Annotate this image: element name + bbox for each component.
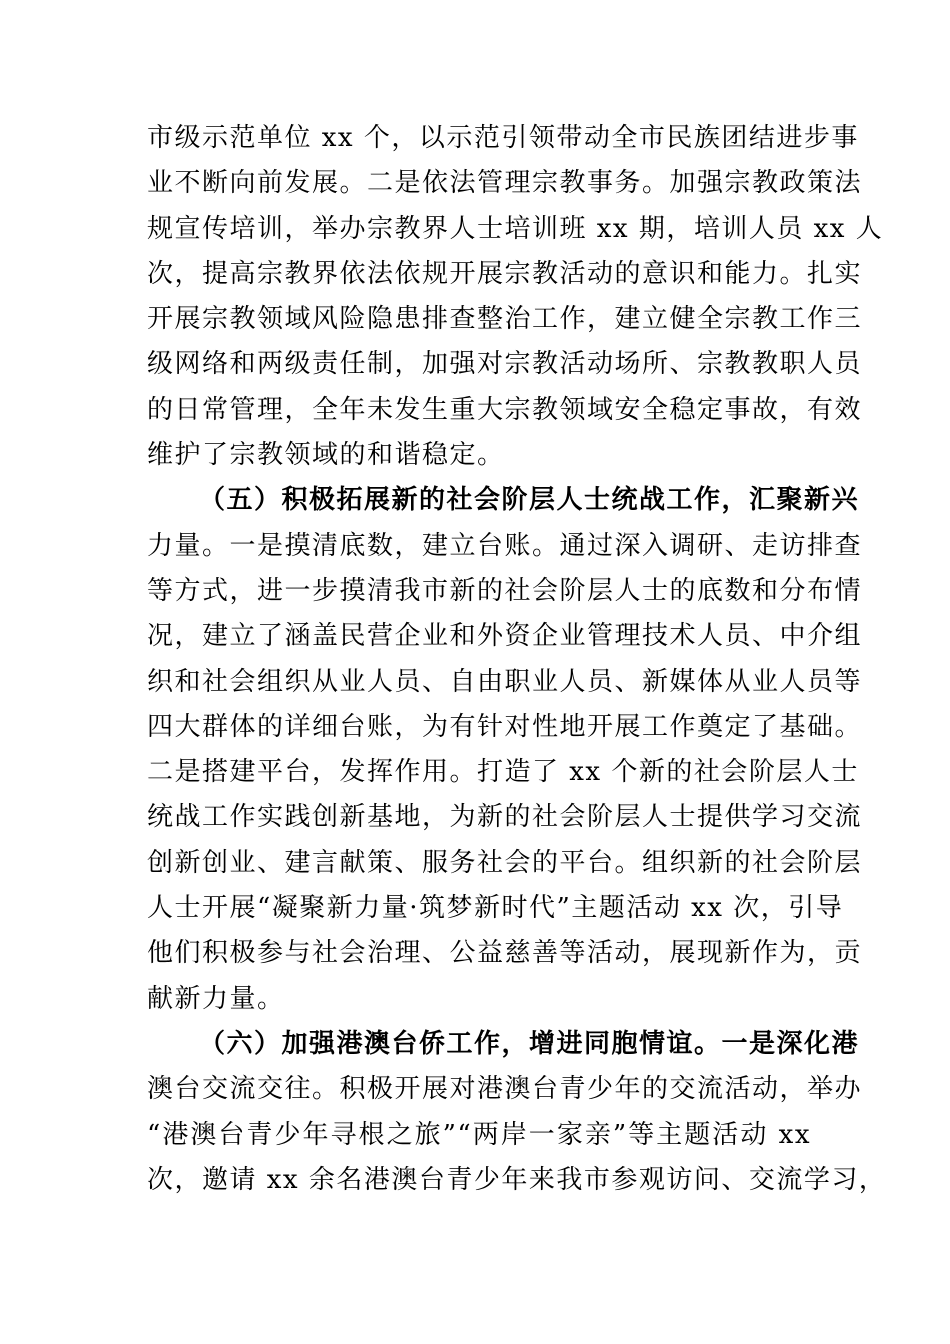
text-line: 力量。一是摸清底数，建立台账。通过深入调研、走访排查 <box>147 530 863 561</box>
text-line: 人士开展“凝聚新力量·筑梦新时代”主题活动 xx 次，引导 <box>147 893 844 924</box>
text-line: 的日常管理，全年未发生重大宗教领域安全稳定事故，有效 <box>147 394 863 425</box>
text-line: 创新创业、建言献策、服务社会的平台。组织新的社会阶层 <box>147 847 863 878</box>
text-line: 维护了宗教领域的和谐稳定。 <box>147 440 505 471</box>
text-line: 规宣传培训，举办宗教界人士培训班 xx 期，培训人员 xx 人 <box>147 213 884 244</box>
text-line: 献新力量。 <box>147 983 285 1014</box>
text-line: 开展宗教领域风险隐患排查整治工作，建立健全宗教工作三 <box>147 304 863 335</box>
text-line: 等方式，进一步摸清我市新的社会阶层人士的底数和分布情 <box>147 575 863 606</box>
section-heading-line: （六）加强港澳台侨工作，增进同胞情谊。一是深化港 <box>199 1028 860 1059</box>
text-line: 四大群体的详细台账，为有针对性地开展工作奠定了基础。 <box>147 711 863 742</box>
text-line: 二是搭建平台，发挥作用。打造了 xx 个新的社会阶层人士 <box>147 757 859 788</box>
text-line: 业不断向前发展。二是依法管理宗教事务。加强宗教政策法 <box>147 168 863 199</box>
text-line: 级网络和两级责任制，加强对宗教活动场所、宗教教职人员 <box>147 349 863 380</box>
text-line: 市级示范单位 xx 个，以示范引领带动全市民族团结进步事 <box>147 123 859 153</box>
text-line: 织和社会组织从业人员、自由职业人员、新媒体从业人员等 <box>147 666 863 697</box>
text-line: 澳台交流交往。积极开展对港澳台青少年的交流活动，举办 <box>147 1074 863 1105</box>
text-line: 次，提高宗教界依法依规开展宗教活动的意识和能力。扎实 <box>147 258 863 289</box>
section-heading-line: （五）积极拓展新的社会阶层人士统战工作，汇聚新兴 <box>199 485 860 516</box>
document-body <box>147 116 887 1203</box>
text-line: “港澳台青少年寻根之旅”“两岸一家亲”等主题活动 xx <box>147 1119 811 1150</box>
text-line: 他们积极参与社会治理、公益慈善等活动，展现新作为，贡 <box>147 938 863 969</box>
text-line: 况，建立了涵盖民营企业和外资企业管理技术人员、中介组 <box>147 621 863 652</box>
text-line: 次，邀请 xx 余名港澳台青少年来我市参观访问、交流学习， <box>147 1164 887 1195</box>
text-line: 统战工作实践创新基地，为新的社会阶层人士提供学习交流 <box>147 802 863 833</box>
